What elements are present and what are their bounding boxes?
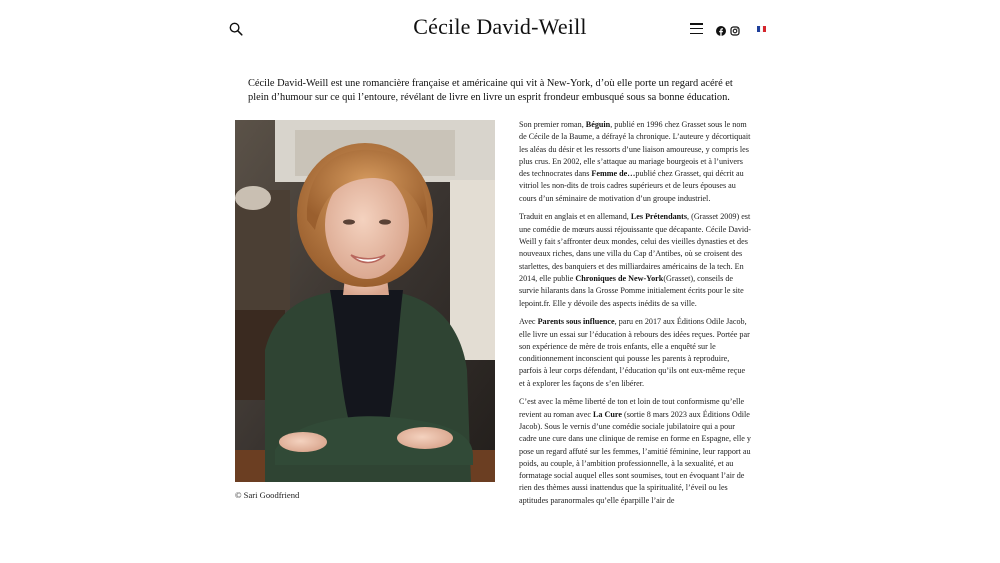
photo-credit: © Sari Goodfriend xyxy=(235,490,300,500)
site-title[interactable]: Cécile David-Weill xyxy=(413,14,587,39)
menu-button[interactable] xyxy=(690,23,703,34)
book-title-chroniques-de-new-york: Chroniques de New-York xyxy=(575,273,664,283)
book-title-femme-de: Femme de… xyxy=(591,169,636,179)
book-title-parents-sous-influence: Parents sous influence xyxy=(537,317,615,327)
facebook-icon xyxy=(716,26,726,36)
biography xyxy=(519,119,751,513)
language-switch-french[interactable] xyxy=(757,26,766,32)
book-title-beguin: Béguin xyxy=(585,120,611,129)
bio-paragraph-3: Avec Parents sous influence, paru en 2017 aux Éditions Odile Jacob, elle livre un essai sur l’éducation à rebours des idées reçues. Portée par son expérience de mère de trois enfants, elle a enquêté sur le conditionnement inconscient qui pousse les parents à reproduire, parfois à leur corps défendant, l’éducation qu’ils ont eux-même reçue et à explorer les façons de s’en libérer. xyxy=(519,317,750,388)
intro-text: Cécile David-Weill est une romancière française et américaine qui vit à New-York, d’où elle porte un regard acéré et plein d’humour sur ce qui l’entoure, révélant de livre en livre un esprit frondeur embusqué sous sa bonne éducation. xyxy=(248,78,733,104)
hamburger-menu-icon xyxy=(690,23,703,25)
author-portrait xyxy=(235,120,495,482)
instagram-icon xyxy=(730,26,740,36)
instagram-link[interactable] xyxy=(730,23,740,33)
site-header xyxy=(0,0,1000,58)
bio-paragraph-2: Traduit en anglais et en allemand, Les Prétendants, (Grasset 2009) est une comédie de mœurs aussi réjouissante que décapante. Cécile David-Weill y fait s’affronter deux mondes, celui des vieilles dynasties et des nouveaux riches, dans une villa du Cap d’Antibes, où se croisent des starlettes, des banquiers et des milliardaires américains de la tech. En 2014, elle publie Chroniques de New-York(Grasset), conseils de survie hilarants dans la Grosse Pomme initialement écrits pour le site lepoint.fr. Elle y dévoile des aspects inédits de sa ville. xyxy=(519,212,751,308)
book-title-la-cure: La Cure xyxy=(593,409,622,419)
bio-paragraph-1: Son premier roman, Béguin, publié en 1996 chez Grasset sous le nom de Cécile de la Baume, a défrayé la chronique. L’auteure y décortiquait les aléas du désir et les ressorts d’une liaison amoureuse, y compris les plus crus. En 2002, elle s’attaque au mariage bourgeois et à l’univers des technocrates dans Femme de…publié chez Grasset, qui décrit au vitriol les non-dits de trois cadres supérieurs et de leurs épouses au cours d’un séminaire de motivation d’un groupe industriel. xyxy=(519,120,751,203)
book-title-les-pretendants: Les Prétendants xyxy=(630,212,688,222)
facebook-link[interactable] xyxy=(716,23,726,33)
bio-paragraph-4: C’est avec la même liberté de ton et loin de tout conformisme qu’elle revient au roman avec La Cure (sortie 8 mars 2023 aux Éditions Odile Jacob). Sous le vernis d’une comédie sociale jubilatoire qui a pour cadre une cure dans une clinique de remise en forme en Espagne, elle y pose un regard affuté sur les femmes, l’amitié féminine, leur rapport au poids, au couple, à l’ambition professionnelle, à la sexualité, et au formatage social auquel elles sont soumises, tout en évoquant l’air de rien des thèmes aussi inattendus que la spiritualité, l’éveil ou les aptitudes paranormales qu’elle éparpille l’air de xyxy=(519,397,751,505)
